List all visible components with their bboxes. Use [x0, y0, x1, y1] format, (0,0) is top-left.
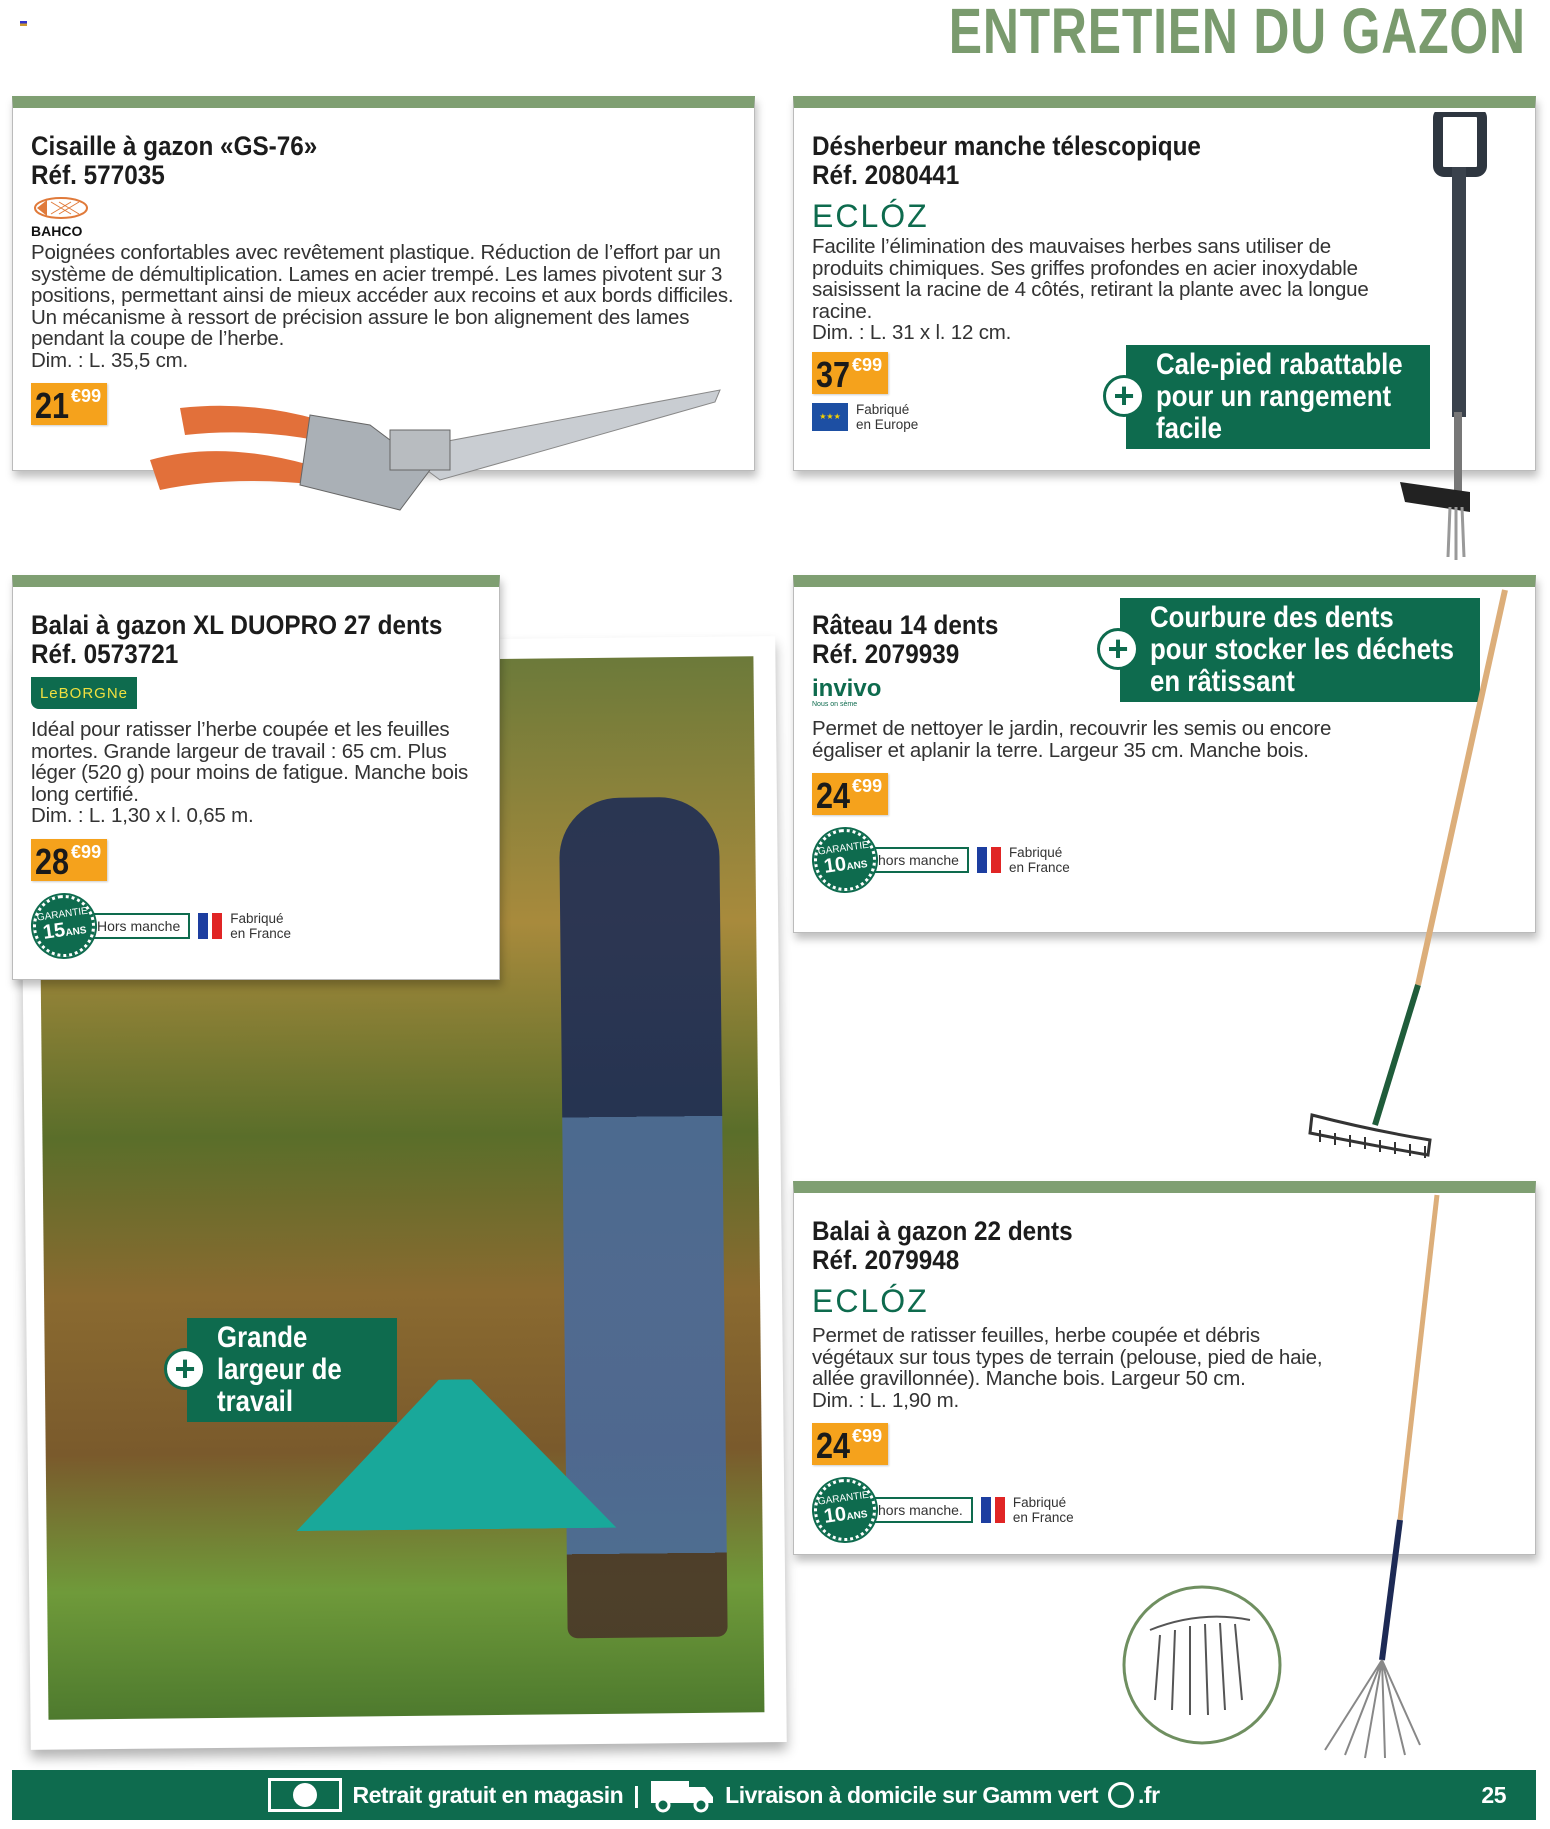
product-description: Poignées confortables avec revêtement plastique. Réduction de l’effort par un système de démultiplication. Lames en acier trempé. Les lames pivotent sur 3 positions, permettant ainsi de mieux accéder aux recoins et aux bords difficiles. Un mécanisme à ressort de précision assure le bon alignement des lames pendant la coupe de l’herbe.	[31, 241, 734, 350]
callout-line: Grande	[217, 1321, 308, 1354]
origin-line: Fabriqué	[230, 910, 284, 926]
origin-line: Fabriqué	[1012, 1495, 1067, 1510]
guarantee-years: 10	[822, 1502, 848, 1528]
product-description: Facilite l’élimination des mauvaises herbes sans utiliser de produits chimiques. Ses griffes profondes en acier inoxydable saisissent la racine de 4 côtés, retirant la plante avec la longue racine.	[812, 235, 1369, 323]
product-ref: Réf. 2079948	[812, 1245, 960, 1275]
product-title: Râteau 14 dents	[812, 610, 999, 640]
rake-image	[1300, 585, 1520, 1165]
callout-line: pour stocker les déchets	[1150, 633, 1454, 666]
truck-icon	[649, 1777, 715, 1813]
origin-line: Fabriqué	[856, 401, 910, 417]
product-description: Permet de ratisser feuilles, herbe coupée et débris végétaux sur tous types de terrain (pelouse, pied de haie, allée gravillonnée). Manche bois. Largeur 50 cm.	[812, 1324, 1323, 1390]
ecloz-logo: ECLÓZ	[812, 1283, 929, 1319]
product-dimensions: Dim. : L. 1,30 x l. 0,65 m.	[31, 804, 254, 827]
origin-badge	[812, 402, 918, 432]
invivo-logo	[812, 677, 881, 708]
callout-line: largeur de	[217, 1353, 342, 1386]
callout-line: pour un rangement	[1156, 380, 1392, 413]
product-description: Idéal pour ratisser l’herbe coupée et les feuilles mortes. Grande largeur de travail : 65 cm. Plus léger (520 g) pour moins de fatigue. Manche bois long certifié.	[31, 718, 469, 806]
ecloz-logo: ECLÓZ	[812, 198, 929, 234]
guarantee-badge	[814, 1479, 1074, 1541]
pickup-text[interactable]: Retrait gratuit en magasin	[352, 1781, 624, 1808]
brand-name: invivo	[812, 675, 882, 702]
gamm-vert-logo-icon	[1108, 1782, 1134, 1808]
guarantee-years: 10	[822, 852, 848, 878]
callout-line: Cale-pied rabattable	[1156, 348, 1403, 381]
price-tag	[812, 1423, 888, 1465]
guarantee-note: Hors manche	[89, 913, 190, 939]
price-tag	[31, 383, 107, 425]
origin-line: en France	[230, 925, 292, 941]
product-title: Cisaille à gazon «GS-76»	[31, 131, 318, 161]
callout-line: facile	[1156, 412, 1222, 445]
guarantee-label: GARANTIE	[817, 1489, 870, 1508]
price-cents: €99	[852, 354, 883, 375]
plus-icon: +	[1097, 628, 1139, 670]
product-ref: Réf. 2079939	[812, 639, 960, 669]
price-cents: €99	[71, 841, 102, 862]
product-dimensions: Dim. : L. 31 x l. 12 cm.	[812, 321, 1012, 344]
origin-line: Fabriqué	[1008, 845, 1063, 860]
price-integer: 24	[816, 775, 851, 816]
page-number: 25	[1481, 1782, 1506, 1808]
origin-line: en France	[1008, 860, 1070, 875]
leborgne-logo: LeBORGNe	[31, 677, 137, 709]
price-integer: 21	[35, 385, 70, 426]
price-cents: €99	[852, 776, 883, 796]
callout-line: en râtissant	[1150, 665, 1295, 698]
eu-flag-icon: ★★★	[812, 403, 848, 431]
broom-image	[1120, 1190, 1460, 1760]
price-cents: €99	[852, 1426, 883, 1446]
product-ref: Réf. 0573721	[31, 639, 179, 669]
delivery-text[interactable]: Livraison à domicile sur Gamm vert	[725, 1781, 1099, 1808]
weeder-image	[1390, 112, 1510, 562]
price-tag	[812, 773, 888, 815]
product-description: Permet de nettoyer le jardin, recouvrir les semis ou encore égaliser et aplanir la terre. Largeur 35 cm. Manche bois.	[812, 717, 1332, 762]
price-tag	[812, 352, 888, 394]
corner-mark	[20, 21, 27, 26]
origin-line: en Europe	[856, 416, 919, 432]
brand-name: BAHCO	[31, 223, 83, 239]
guarantee-unit: ANS	[845, 858, 869, 873]
french-flag-icon	[977, 847, 1001, 873]
feature-callout	[187, 1318, 397, 1422]
price-integer: 24	[816, 1425, 851, 1466]
guarantee-years: 15	[41, 917, 67, 943]
guarantee-note: hors manche	[870, 847, 969, 873]
guarantee-badge	[814, 829, 1070, 891]
guarantee-note: hors manche.	[870, 1497, 973, 1523]
product-dimensions: Dim. : L. 35,5 cm.	[31, 348, 189, 372]
page-title: ENTRETIEN DU GAZON	[948, 0, 1526, 67]
shears-image	[140, 380, 730, 520]
bahco-logo	[31, 196, 95, 242]
price-integer: 28	[35, 840, 70, 882]
brand-tagline: Nous on sème	[812, 701, 858, 708]
domain-text[interactable]: .fr	[1138, 1781, 1160, 1808]
feature-callout	[1126, 345, 1430, 449]
price-integer: 37	[816, 353, 851, 395]
product-ref: Réf. 577035	[31, 160, 165, 190]
price-cents: €99	[71, 386, 102, 406]
separator: |	[633, 1781, 640, 1808]
product-title: Balai à gazon XL DUOPRO 27 dents	[31, 610, 443, 640]
guarantee-badge	[33, 895, 291, 957]
origin-line: en France	[1012, 1510, 1074, 1525]
store-icon	[268, 1778, 342, 1812]
product-ref: Réf. 2080441	[812, 160, 960, 190]
guarantee-seal	[810, 1475, 880, 1545]
product-dimensions: Dim. : L. 1,90 m.	[812, 1388, 959, 1412]
price-tag	[31, 839, 107, 881]
plus-icon: +	[1103, 375, 1145, 417]
callout-line: Courbure des dents	[1150, 601, 1394, 634]
plus-icon: +	[164, 1348, 206, 1390]
guarantee-unit: ANS	[64, 923, 88, 938]
product-title: Désherbeur manche télescopique	[812, 131, 1201, 161]
french-flag-icon	[981, 1497, 1005, 1523]
guarantee-label: GARANTIE	[36, 904, 89, 923]
french-flag-icon	[198, 913, 222, 939]
guarantee-seal	[810, 825, 880, 895]
product-title: Balai à gazon 22 dents	[812, 1216, 1073, 1246]
guarantee-label: GARANTIE	[817, 839, 870, 858]
footer-banner	[12, 1770, 1536, 1820]
product-card-leborgne-broom	[12, 575, 500, 980]
callout-line: travail	[217, 1385, 294, 1418]
guarantee-unit: ANS	[845, 1508, 869, 1523]
guarantee-seal	[29, 890, 99, 960]
